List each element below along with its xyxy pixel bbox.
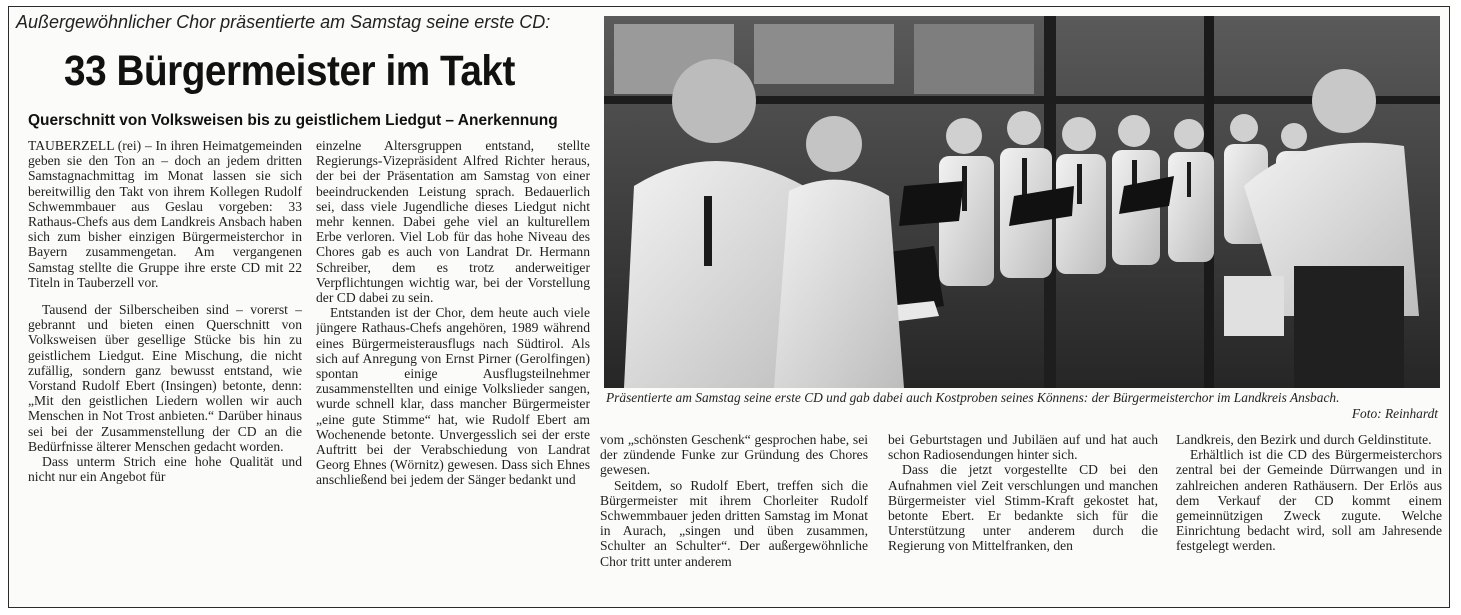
- text-column-3: [600, 432, 868, 602]
- paragraph: TAUBERZELL (rei) – In ihren Heimatgemeinden geben sie den Ton an – doch an jedem dritten Samstagnachmittag im Monat lassen sie sich bereitwillig den Takt von ihrem Kollegen Rudolf Schwemmbauer aus Geslau vorgeben: 33 Rathaus-Chefs aus dem Landkreis Ansbach haben sich zum bisher einzigen Bürgermeisterchor in Bayern zusammengetan. Am vergangenen Samstag stellte die Gruppe ihre erste CD mit 22 Titeln in Tauberzell vor.: [28, 138, 302, 290]
- choir-photo-illustration: [604, 16, 1440, 388]
- paragraph: bei Geburtstagen und Jubiläen auf und hat auch schon Radiosendungen hinter sich.: [888, 432, 1158, 463]
- paragraph: Entstanden ist der Chor, dem heute auch viele jüngere Rathaus-Chefs angehören, 1989 während eines Bürgermeisterausflugs nach Südtirol. Als sich auf Anregung von Ernst Pirner (Gerolfingen) spontan einige Ausflugsteilnehmer zusammenstellten und einige Volkslieder sangen, wurde schnell klar, dass mancher Bürgermeister „eine gute Stimme“ hat, wie Rudolf Ebert am Wochenende betonte. Unvergesslich sei der erste Auftritt bei der Verabschiedung von Landrat Georg Ehnes (Wörnitz) gewesen. Dass sich Ehnes anschließend bei jedem der Sänger bedankt und: [316, 305, 590, 488]
- subheadline: Querschnitt von Volksweisen bis zu geistlichem Liedgut – Anerkennung: [28, 112, 558, 129]
- paragraph: Seitdem, so Rudolf Ebert, treffen sich die Bürgermeister mit ihrem Chorleiter Rudolf Schwemmbauer jeden dritten Samstag im Monat in Aurach, „singen und üben zusammen, Schulter an Schulter“. Der außergewöhnliche Chor tritt unter anderem: [600, 477, 868, 569]
- paragraph: vom „schönsten Geschenk“ gesprochen habe, sei der zündende Funke zur Gründung des Chores gewesen.: [600, 432, 868, 478]
- paragraph: Erhältlich ist die CD des Bürgermeisterchors zentral bei der Gemeinde Dürrwangen und in zahlreichen anderen Rathäusern. Der Erlös aus dem Verkauf der CD kommt einem gemeinnützigen Zweck zugute. Welche Einrichtung bedacht wird, soll am Jahresende festgelegt werden.: [1176, 447, 1442, 554]
- paragraph: Landkreis, den Bezirk und durch Geldinstitute.: [1176, 432, 1432, 447]
- headline: 33 Bürgermeister im Takt: [64, 47, 515, 95]
- text-column-1: [28, 138, 302, 603]
- photo-credit: Foto: Reinhardt: [1351, 405, 1438, 421]
- kicker-line: Außergewöhnlicher Chor präsentierte am Samstag seine erste CD:: [16, 12, 551, 32]
- paragraph: Tausend der Silberscheiben sind – vorerst – gebrannt und bieten einen Querschnitt von Volksweisen über gesellige Stücke bis hin zu geistlichem Liedgut. Eine Mischung, die nicht zufällig, sondern ganz bewusst entstand, wie Vorstand Rudolf Ebert (Insingen) betonte, denn: „Mit den geistlichen Liedern wollen wir auch Menschen in Not Trost anbieten.“ Darüber hinaus sei bei der Zusammenstellung der CD an die Bedürfnisse älterer Menschen gedacht worden.: [28, 302, 302, 454]
- text-column-4: [888, 432, 1158, 602]
- paragraph: Dass die jetzt vorgestellte CD bei den Aufnahmen viel Zeit verschlungen und manchen Bürgermeister viel Stimm-Kraft gekostet hat, betonte Ebert. Er bedankte sich für die Unterstützung unter anderem durch die Regierung von Mittelfranken, den: [888, 462, 1158, 554]
- text-column-5: [1176, 432, 1442, 602]
- caption-text: Präsentierte am Samstag seine erste CD und gab dabei auch Kostproben seines Könnens: der Bürgermeisterchor im Landkreis Ansbach.: [606, 390, 1340, 405]
- choir-photo: [604, 16, 1440, 388]
- paragraph: einzelne Altersgruppen entstand, stellte Regierungs-Vizepräsident Alfred Richter heraus, der bei der Präsentation am Samstag von einer beeindruckenden Leistung sprach. Bedauerlich sei, dass viele Jugendliche dieses Liedgut nicht mehr kennen. Dabei gehe viel an kulturellem Erbe verloren. Viel Lob für das hohe Niveau des Chores gab es auch von Landrat Dr. Hermann Schreiber, dem es trotz anderweitiger Verpflichtungen wichtig war, bei der Vorstellung der CD dabei zu sein.: [316, 138, 590, 306]
- paragraph: Dass unterm Strich eine hohe Qualität und nicht nur ein Angebot für: [28, 454, 302, 485]
- text-column-2: [316, 138, 590, 603]
- photo-caption: [606, 390, 1438, 421]
